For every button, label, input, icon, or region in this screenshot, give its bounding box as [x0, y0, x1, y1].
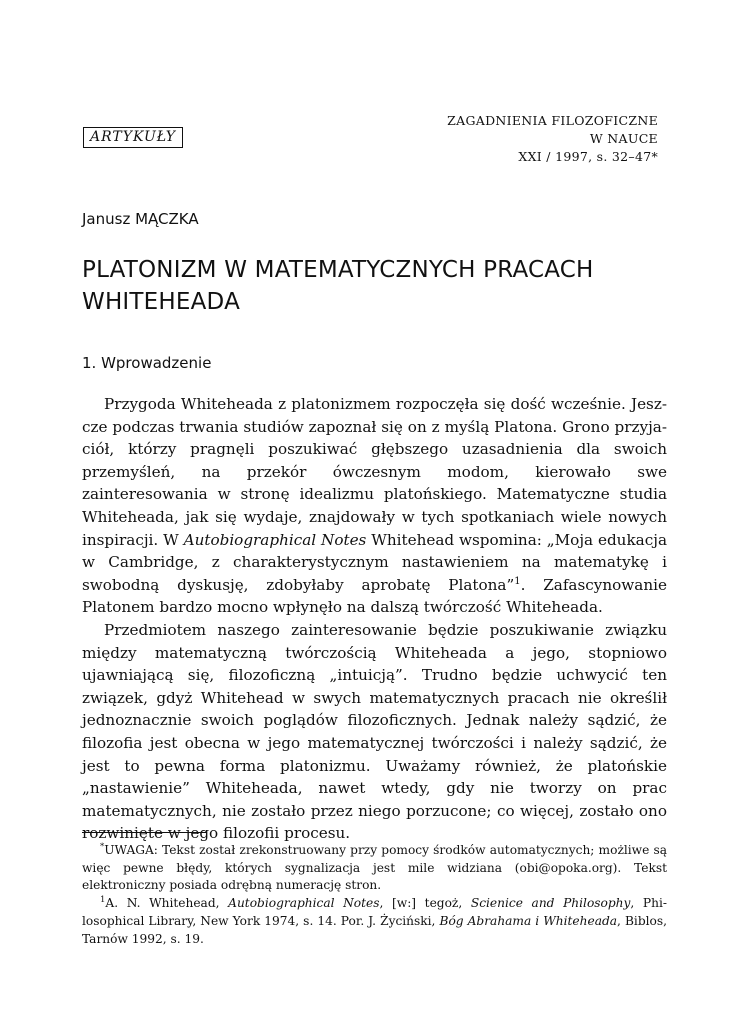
footnotes [82, 842, 667, 948]
author-last-name: MĄCZKA [135, 210, 199, 228]
footnote-text: , Philosophical Library, New York 1974, s. 14. Por. J. Życiński, [82, 896, 667, 928]
italic-title: Bóg Abrahama i Whiteheada [439, 913, 618, 928]
footnote-text: A. N. Whitehead, [105, 896, 229, 911]
journal-volume-pages: XXI / 1997, s. 32–47* [518, 149, 658, 164]
footnote [82, 895, 667, 948]
paragraph [82, 393, 667, 619]
italic-title: Autobiographical Notes [228, 896, 380, 911]
footnote-reference: 1 [514, 575, 521, 587]
title-line: PLATONIZM W MATEMATYCZNYCH PRACACH [82, 257, 594, 283]
footnote-text: , [w:] tegoż, [379, 896, 471, 911]
author [82, 210, 199, 228]
paragraph-text: Whitehead wspomina: „Moja edukacja w Cambridge, z charakterystycznym nastawieniem na matematykę i swobodną dyskusję, zdobyłaby aprobatę Platona” [82, 530, 667, 594]
title-line: WHITEHEADA [82, 289, 241, 315]
footnote-mark: 1 [100, 895, 106, 906]
paragraph-text: Przygoda Whiteheada z platonizmem rozpoczęła się dość wcześnie. Jeszcze podczas trwania studiów zapoznał się on z myślą Platona. Grono przyjaciół, którzy pragnęli poszukiwać głębszego uzasadnienia dla swoich przemyśleń, na przekór ówczesnym modom, kierowało swe zainteresowania w stronę idealizmu platońskiego. Matematyczne studia Whiteheada, jak się wydaje, znajdowały w tych spotkaniach wiele nowych inspiracji. W [82, 395, 667, 549]
footnote-text: UWAGA: Tekst został zrekonstruowany przy pomocy środków automatycznych; możliwe są więc pewne błędy, których sygnalizacja jest mile widziana (obi@opoka.org). Tekst elektroniczny posiada odrębną numerację stron. [82, 843, 667, 893]
journal-subtitle: W NAUCE [589, 131, 658, 146]
paragraph: Przedmiotem naszego zainteresowanie będzie poszukiwanie związku między matematyczną twórczością Whiteheada a jego, stopniowo ujawniającą się, filozoficzną „intuicją”. Trudno będzie uchwycić ten związek, gdyż Whitehead w swych matematycznych pracach nie określił jednoznacznie swoich poglądów filozoficznych. Jednak należy sądzić, że filozofia jest obecna w jego matematycznej twórczości i należy sądzić, że jest to pewna forma platonizmu. Uważamy również, że platońskie „nastawienie” Whiteheada, nawet wtedy, gdy nie tworzy on prac matematycznych, nie zostało przez niego porzucone; co więcej, zostało ono rozwinięte w jego filozofii procesu. [82, 620, 667, 843]
italic-title: Scienice and Philosophy [470, 896, 631, 911]
footnote-rule [82, 832, 206, 833]
author-first-name: Janusz [82, 210, 131, 228]
footnote-mark: * [100, 841, 105, 852]
journal-name: ZAGADNIENIA FILOZOFICZNE [447, 113, 658, 128]
body-text [82, 393, 667, 845]
footnote [82, 842, 667, 895]
journal-info [447, 112, 658, 166]
article-title [82, 254, 682, 318]
footnote-text: , Biblos, Tarnów 1992, s. 19. [82, 913, 667, 946]
section-label: ARTYKUŁY [83, 127, 183, 148]
section-heading: 1. Wprowadzenie [82, 354, 212, 372]
paragraph-text: . Zafascynowanie Platonem bardzo mocno wpłynęło na dalszą twórczość Whiteheada. [82, 575, 667, 617]
italic-title: Autobiographical Notes [183, 530, 367, 549]
